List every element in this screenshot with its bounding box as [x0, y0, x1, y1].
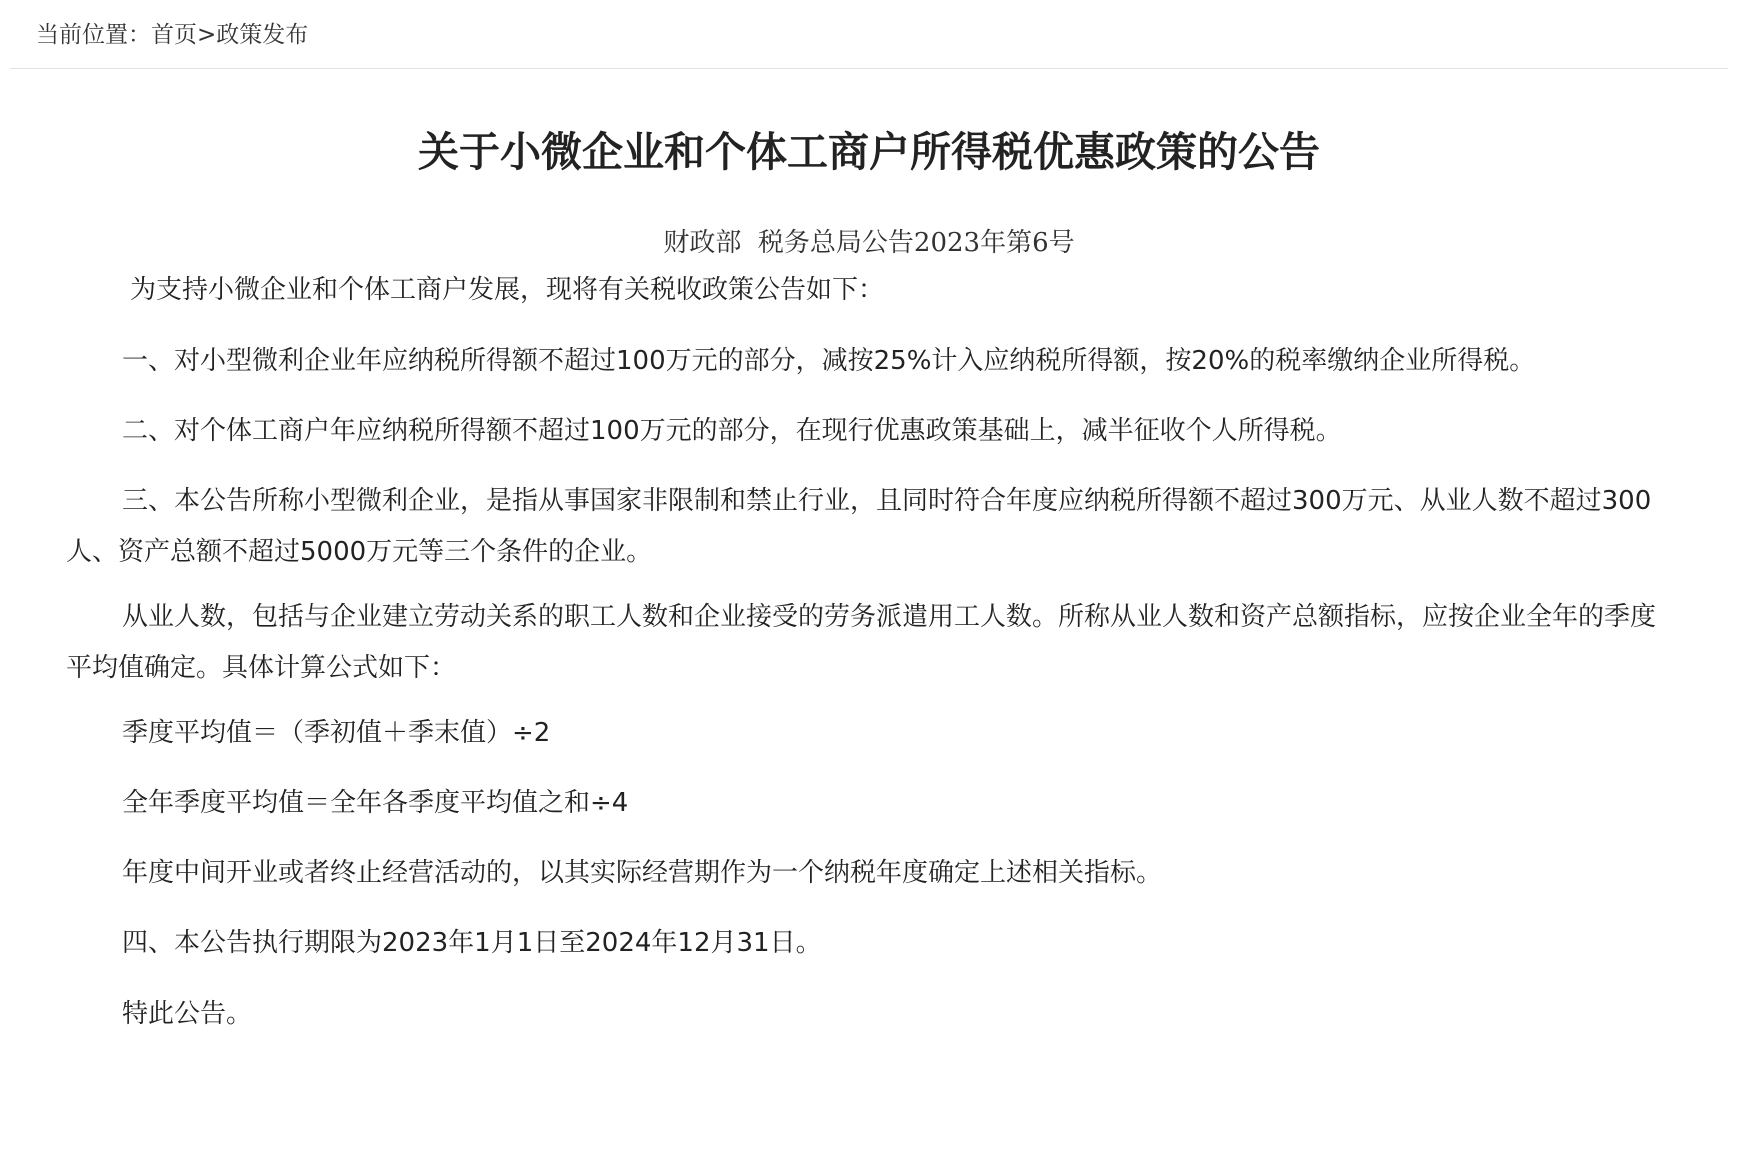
header-divider	[10, 68, 1728, 69]
article-title: 关于小微企业和个体工商户所得税优惠政策的公告	[418, 128, 1320, 176]
paragraph-clause-2: 二、对个体工商户年应纳税所得额不超过100万元的部分，在现行优惠政策基础上，减半征收个人所得税。	[122, 416, 1342, 446]
breadcrumb-separator: >	[197, 22, 217, 48]
document-number: 财政部 税务总局公告2023年第6号	[663, 228, 1075, 258]
breadcrumb	[36, 18, 308, 52]
paragraph-closing: 特此公告。	[122, 999, 253, 1029]
paragraph-clause-4: 四、本公告执行期限为2023年1月1日至2024年12月31日。	[122, 928, 822, 958]
paragraph-employee-count: 从业人数，包括与企业建立劳动关系的职工人数和企业接受的劳务派遣用工人数。所称从业人数和资产总额指标，应按企业全年的季度平均值确定。具体计算公式如下：	[66, 602, 1657, 683]
paragraph-clause-3: 三、本公告所称小型微利企业，是指从事国家非限制和禁止行业，且同时符合年度应纳税所得额不超过300万元、从业人数不超过300人、资产总额不超过5000万元等三个条件的企业。	[66, 486, 1652, 567]
breadcrumb-current-link[interactable]: 政策发布	[216, 22, 309, 48]
breadcrumb-label: 当前位置：	[36, 22, 151, 48]
paragraph-formula-quarterly: 季度平均值＝（季初值＋季末值）÷2	[122, 718, 551, 748]
paragraph-clause-1: 一、对小型微利企业年应纳税所得额不超过100万元的部分，减按25%计入应纳税所得额，按20%的税率缴纳企业所得税。	[122, 346, 1536, 376]
paragraph-intro: 为支持小微企业和个体工商户发展，现将有关税收政策公告如下：	[130, 275, 885, 305]
breadcrumb-home-link[interactable]: 首页	[151, 22, 197, 48]
paragraph-mid-year: 年度中间开业或者终止经营活动的，以其实际经营期作为一个纳税年度确定上述相关指标。	[122, 858, 1163, 888]
paragraph-formula-annual: 全年季度平均值＝全年各季度平均值之和÷4	[122, 788, 629, 818]
